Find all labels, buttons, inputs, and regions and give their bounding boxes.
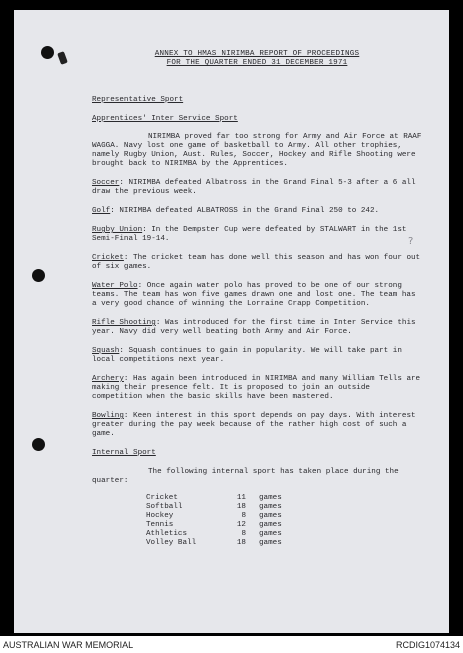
footer-record-id: RCDIG1074134 bbox=[395, 640, 460, 650]
entry-label: Golf bbox=[92, 207, 111, 215]
game-count: 18 bbox=[236, 538, 246, 547]
table-row bbox=[146, 503, 282, 512]
entry-bowling bbox=[92, 412, 422, 439]
game-count: 8 bbox=[241, 511, 246, 520]
table-row bbox=[146, 494, 282, 503]
entry-cricket bbox=[92, 254, 422, 272]
sport-name: Volley Ball bbox=[146, 538, 197, 547]
game-unit: games bbox=[259, 538, 282, 547]
handwritten-question-mark: ? bbox=[408, 236, 414, 247]
archive-footer bbox=[0, 636, 463, 653]
punch-hole bbox=[32, 269, 45, 282]
entry-text: : NIRIMBA defeated ALBATROSS in the Grand Final 250 to 242. bbox=[110, 207, 380, 215]
entry-label: Soccer bbox=[92, 179, 120, 187]
sport-name: Athletics bbox=[146, 529, 188, 538]
table-row bbox=[146, 539, 282, 548]
punch-hole bbox=[32, 438, 45, 451]
entry-text: : Was introduced for the first time in Inter Service this year. Navy did very well beating both Army and Air Force. bbox=[92, 319, 416, 336]
game-unit: games bbox=[259, 502, 282, 511]
entry-rifle-shooting bbox=[92, 319, 422, 337]
entry-text: : NIRIMBA defeated Albatross in the Grand Final 5-3 after a 6 all draw the previous week. bbox=[92, 179, 416, 196]
internal-intro: The following internal sport has taken place during the quarter: bbox=[92, 468, 399, 485]
game-unit: games bbox=[259, 529, 282, 538]
report-title-line-1: ANNEX TO HMAS NIRIMBA REPORT OF PROCEEDINGS bbox=[154, 50, 360, 58]
footer-source: AUSTRALIAN WAR MEMORIAL bbox=[3, 640, 134, 650]
document-body bbox=[92, 50, 422, 547]
game-count: 18 bbox=[236, 502, 246, 511]
game-unit: games bbox=[259, 520, 282, 529]
entry-label: Archery bbox=[92, 375, 124, 383]
entry-text: : In the Dempster Cup were defeated by STALWART in the 1st Semi-Final 19-14. bbox=[92, 226, 407, 243]
internal-sport-table bbox=[146, 494, 282, 547]
game-unit: games bbox=[259, 511, 282, 520]
entry-text: : Squash continues to gain in popularity. We will take part in local competitions next year. bbox=[92, 347, 402, 364]
entry-label: Squash bbox=[92, 347, 120, 355]
entry-label: Bowling bbox=[92, 412, 124, 420]
sport-name: Tennis bbox=[146, 520, 174, 529]
sport-name: Softball bbox=[146, 502, 183, 511]
intro-paragraph: NIRIMBA proved far too strong for Army and Air Force at RAAF WAGGA. Navy lost one game of basketball to Army. All other trophies, namely Rugby Union, Aust. Rules, Soccer, Hockey and Rifle Shooting were brought back to NIRIMBA by the Apprentices. bbox=[92, 133, 422, 168]
entry-text: : Once again water polo has proved to be one of our strong teams. The team has won five games drawn one and lost one. The team has a very good chance of winning the Lorraine Crapp Competition. bbox=[92, 282, 416, 308]
entry-text: : Keen interest in this sport depends on pay days. With interest greater during the pay week because of the rather high cost of such a game. bbox=[92, 412, 416, 438]
section-heading-representative: Representative Sport bbox=[92, 96, 184, 104]
sport-name: Hockey bbox=[146, 511, 174, 520]
table-row bbox=[146, 512, 282, 521]
document-page bbox=[14, 10, 449, 633]
sport-name: Cricket bbox=[146, 494, 178, 502]
game-count: 12 bbox=[236, 520, 246, 529]
entry-label: Water Polo bbox=[92, 282, 138, 290]
punch-hole bbox=[41, 46, 54, 59]
entry-rugby-union bbox=[92, 226, 422, 244]
entry-soccer bbox=[92, 179, 422, 197]
game-count: 8 bbox=[241, 529, 246, 538]
section-heading-internal: Internal Sport bbox=[92, 449, 156, 457]
entry-squash bbox=[92, 347, 422, 365]
table-row bbox=[146, 530, 282, 539]
entry-text: : Has again been introduced in NIRIMBA and many William Tells are making their presence felt. It is proposed to join an outside competition when the basic skills have been mastered. bbox=[92, 375, 421, 401]
entry-golf bbox=[92, 207, 422, 216]
section-heading-apprentices: Apprentices' Inter Service Sport bbox=[92, 115, 238, 123]
entry-label: Rugby Union bbox=[92, 226, 143, 234]
report-title-line-2: FOR THE QUARTER ENDED 31 DECEMBER 1971 bbox=[166, 59, 348, 67]
game-count: 11 bbox=[236, 494, 246, 502]
ink-mark bbox=[57, 51, 68, 65]
entry-water-polo bbox=[92, 282, 422, 309]
entry-archery bbox=[92, 375, 422, 402]
entry-label: Rifle Shooting bbox=[92, 319, 156, 327]
entry-label: Cricket bbox=[92, 254, 124, 262]
table-row bbox=[146, 521, 282, 530]
entry-text: : The cricket team has done well this season and has won four out of six games. bbox=[92, 254, 421, 271]
game-unit: games bbox=[259, 494, 282, 502]
